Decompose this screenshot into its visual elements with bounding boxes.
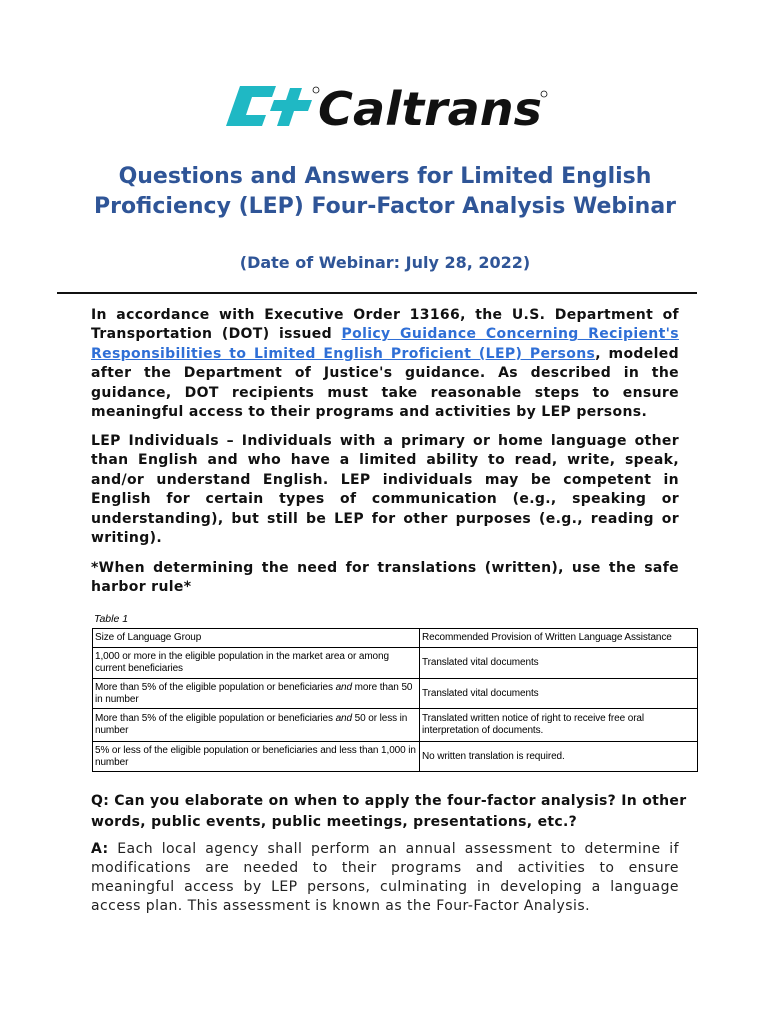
intro-text-end: , modeled after the Department of Justice's guidance. As described in the guidance, DOT recipients must take reasonable steps to ensure meaningful access to their programs and activities by LEP persons.	[91, 345, 680, 421]
caltrans-wordmark: Caltrans	[318, 82, 542, 132]
answer-text: Each local agency shall perform an annual assessment to determine if modifications are needed to their programs and activities to ensure meaningful access by LEP persons, culminating in developing a language access plan. This assessment is known as the Four-Factor Analysis.	[91, 841, 679, 914]
question-text: Q: Can you elaborate on when to apply the four-factor analysis? In other words, public events, public meetings, presentations, etc.?	[91, 793, 687, 830]
table-cell-size: More than 5% of the eligible population or beneficiaries and more than 50 in number	[93, 679, 420, 709]
lep-definition-paragraph: LEP Individuals – Individuals with a primary or home language other than English and who have a limited ability to read, write, speak, and/or understand English. LEP individuals may be competent in English for certain types of communication (e.g., speaking or understanding), but still be LEP for other purposes (e.g., reading or writing).	[91, 433, 679, 547]
table-caption: Table 1	[94, 613, 129, 625]
caltrans-ct-logo-icon	[226, 80, 548, 132]
table-cell-size: More than 5% of the eligible population or beneficiaries and 50 or less in number	[93, 709, 420, 742]
table-cell-provision: No written translation is required.	[420, 742, 698, 772]
table-header-provision: Recommended Provision of Written Language Assistance	[420, 629, 698, 648]
answer-paragraph	[91, 840, 679, 916]
table-row	[93, 742, 698, 772]
caltrans-logo	[226, 80, 548, 132]
table-cell-size: 1,000 or more in the eligible population in the market area or among current beneficiaries	[93, 648, 420, 679]
horizontal-divider	[57, 292, 697, 294]
table-cell-provision: Translated vital documents	[420, 648, 698, 679]
table-cell-provision: Translated written notice of right to receive free oral interpretation of documents.	[420, 709, 698, 742]
table-row	[93, 648, 698, 679]
answer-label: A:	[91, 841, 109, 857]
table-row	[93, 709, 698, 742]
table-header-size: Size of Language Group	[93, 629, 420, 648]
table-header-row	[93, 629, 698, 648]
policy-guidance-link[interactable]: Policy Guidance Concerning Recipient's Responsibilities to Limited English Proficient (LEP) Persons	[91, 326, 679, 362]
intro-paragraph	[91, 306, 679, 422]
page-title: Questions and Answers for Limited English Proficiency (LEP) Four-Factor Analysis Webinar	[93, 164, 677, 219]
webinar-date: (Date of Webinar: July 28, 2022)	[239, 253, 531, 272]
safe-harbor-table	[92, 628, 698, 772]
table-cell-provision: Translated vital documents	[420, 679, 698, 709]
table-cell-size: 5% or less of the eligible population or beneficiaries and less than 1,000 in number	[93, 742, 420, 772]
table-row	[93, 679, 698, 709]
safe-harbor-note: *When determining the need for translations (written), use the safe harbor rule*	[91, 560, 679, 596]
intro-text-start: In accordance with Executive Order 13166, the U.S. Department of Transportation (DOT) issued	[91, 307, 679, 343]
